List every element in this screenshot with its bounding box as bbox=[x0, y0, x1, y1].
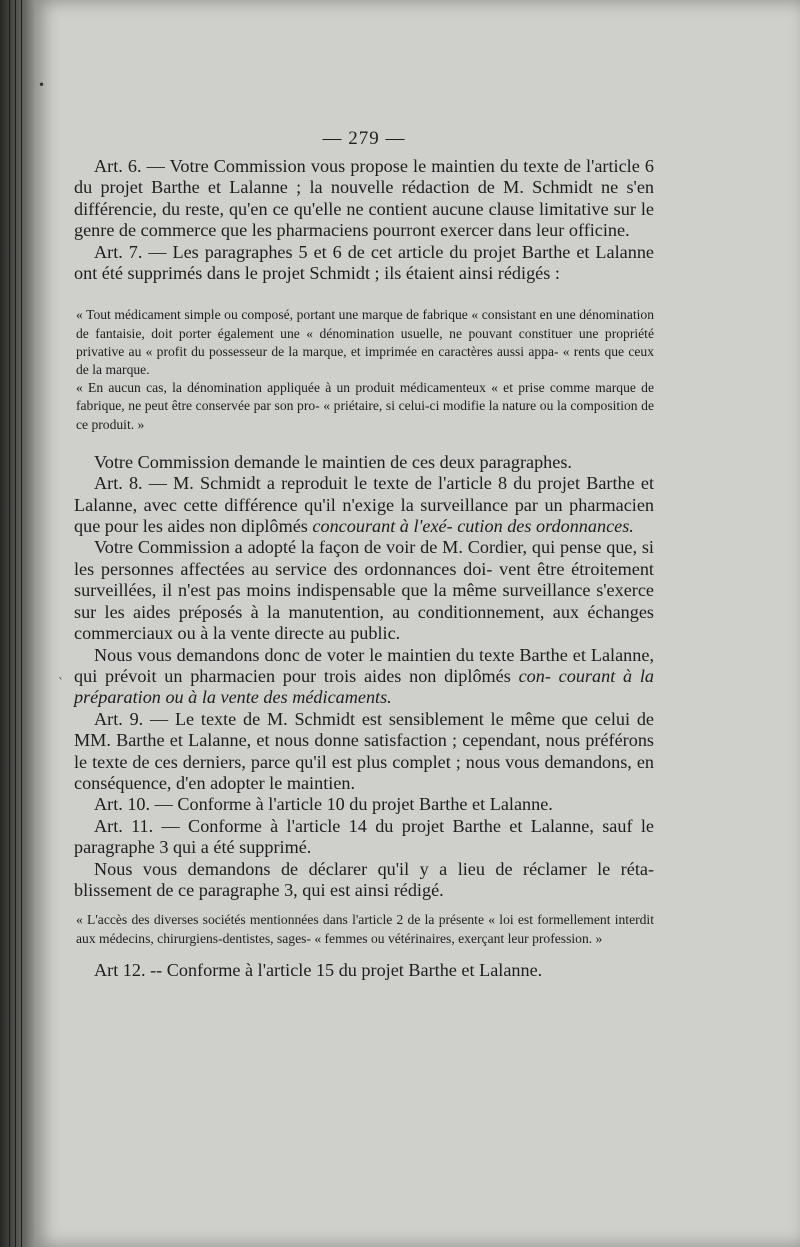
quoted-text-2: « L'accès des diverses sociétés mentionnées dans l'article 2 de la présente « loi est formellement interdit aux médecins, chirurgiens-dentistes, sages- « femmes ou vétérinaires, exerçant leur profession. » bbox=[76, 912, 654, 946]
paragraph-art11: Art. 11. — Conforme à l'article 14 du projet Barthe et Lalanne, sauf le paragraphe 3 qui a été supprimé. bbox=[74, 815, 654, 858]
paragraph-art8 bbox=[74, 473, 654, 537]
book-page bbox=[34, 0, 800, 1247]
margin-mark-top: • bbox=[38, 78, 46, 92]
paragraph-art9: Art. 9. — Le texte de M. Schmidt est sensiblement le même que celui de MM. Barthe et Lalanne, et nous donne satisfaction ; cependant, nous préférons le texte de ces derniers, parce qu'il est plus complet ; nous vous demandons, en conséquence, d'en adopter le maintien. bbox=[74, 708, 654, 793]
paragraph-art8-text: Art. 8. — M. Schmidt a reproduit le texte de l'article 8 du projet Barthe et Lalanne, avec cette différence qu'il n'exige la surveillance par un pharmacien que pour les aides non diplômés bbox=[74, 473, 654, 537]
paragraph-commission-1: Votre Commission demande le maintien de ces deux paragraphes. bbox=[94, 451, 572, 472]
paragraph-art12: Art 12. -- Conforme à l'article 15 du projet Barthe et Lalanne. bbox=[94, 959, 543, 980]
paragraph-nous-1-text: Nous vous demandons donc de voter le maintien du texte Barthe et Lalanne, qui prévoit un pharmacien pour trois aides non diplômés bbox=[74, 644, 654, 686]
page-content bbox=[74, 128, 654, 981]
paragraph-nous-1 bbox=[74, 645, 654, 709]
page-number: — 279 — bbox=[322, 128, 406, 149]
page-edge-line bbox=[9, 0, 10, 1247]
page-edge-line bbox=[21, 0, 22, 1247]
paragraph-nous-2: Nous vous demandons de déclarer qu'il y a lieu de réclamer le réta- blissement de ce paragraphe 3, qui est ainsi rédigé. bbox=[74, 858, 654, 900]
paragraph-art8-italic: concourant à l'exé- cution des ordonnances. bbox=[312, 516, 634, 537]
paragraph-art10: Art. 10. — Conforme à l'article 10 du projet Barthe et Lalanne. bbox=[94, 794, 553, 815]
book-gutter bbox=[0, 0, 34, 1247]
paragraph-nous-1-italic: con- courant à la préparation ou à la vente des médicaments. bbox=[74, 665, 654, 708]
paragraph-art7: Art. 7. — Les paragraphes 5 et 6 de cet article du projet Barthe et Lalanne ont été supprimés dans le projet Schmidt ; ils étaient ainsi rédigés : bbox=[74, 241, 654, 284]
quoted-text-1b: « En aucun cas, la dénomination appliquée à un produit médicamenteux « et prise comme marque de fabrique, ne peut être conservée par son pro- « priétaire, si celui-ci modifie la nature ou la composition de ce produit. » bbox=[76, 380, 654, 432]
paragraph-art6: Art. 6. — Votre Commission vous propose le maintien du texte de l'article 6 du projet Barthe et Lalanne ; la nouvelle rédaction de M. Schmidt ne s'en différencie, du reste, qu'en ce qu'elle ne contient aucune clause limitative sur le genre de commerce que les pharmaciens pourront exercer dans leur officine. bbox=[74, 156, 654, 241]
page-edge-line bbox=[15, 0, 16, 1247]
paragraph-commission-2: Votre Commission a adopté la façon de voir de M. Cordier, qui pense que, si les personnes affectées au service des ordonnances doi- vent être étroitement surveillées, il n'est pas moins indispensable que la même surveillance s'exerce sur les aides préposés à la manutention, au conditionnement, aux échanges commerciaux ou à la vente directe au public. bbox=[74, 537, 654, 644]
quoted-text-1a: « Tout médicament simple ou composé, portant une marque de fabrique « consistant en une dénomination de fantaisie, doit porter également une « dénomination usuelle, ne pouvant constituer une propriété privative au « profit du possesseur de la marque, et imprimée en caractères aussi appa- « rents que ceux de la marque. bbox=[76, 307, 654, 378]
margin-mark-middle: ` bbox=[58, 676, 64, 690]
